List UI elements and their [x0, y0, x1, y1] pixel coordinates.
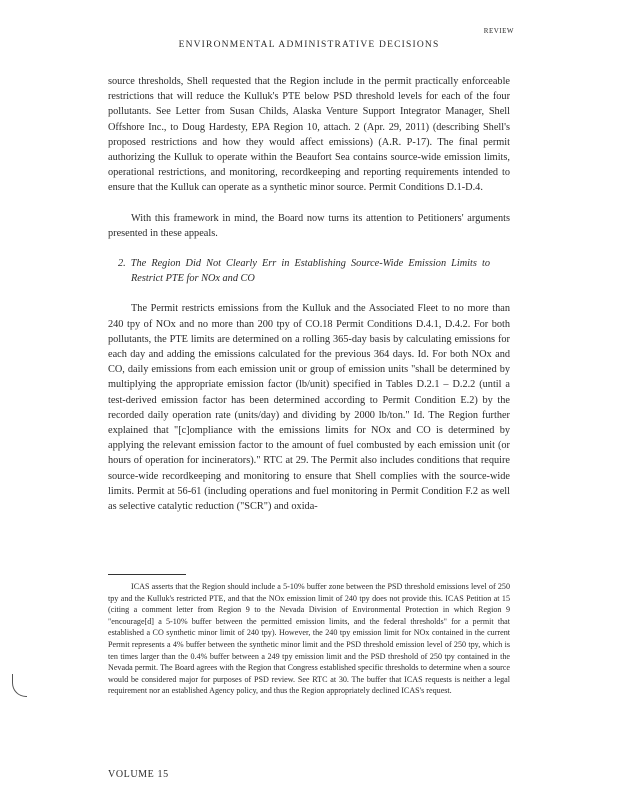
footnote — [108, 581, 510, 697]
page-number: REVIEW — [483, 27, 514, 35]
paragraph-2: With this framework in mind, the Board now turns its attention to Petitioners' arguments presented in these appeals. — [108, 212, 510, 239]
running-head: ENVIRONMENTAL ADMINISTRATIVE DECISIONS — [178, 40, 440, 50]
section-heading: 2. The Region Did Not Clearly Err in Establishing Source-Wide Emission Limits to Restrict PTE for NOx and CO — [118, 258, 490, 285]
margin-bracket-mark — [12, 674, 27, 697]
main-text — [108, 74, 510, 514]
footnote-text: ICAS asserts that the Region should include a 5-10% buffer zone between the PSD threshold emissions level of 250 tpy and the Kulluk's restricted PTE, and that the NOx emission limit of 240 tpy does not provide this. ICAS Petition at 15 (citing a comment letter from Region 9 to the Nevada Division of Environmental Protection in which Region 9 "encourage[d] a 5-10% buffer between the permitted emission limits, and the federal thresholds" for a permit that established a CO synthetic minor limit of 240 tpy). However, the 240 tpy emission limit for NOx contained in the current Permit represents a 4% buffer between the synthetic minor limit and the PSD threshold emission level of 250 tpy, which is ten times larger than the 0.4% buffer between a 249 tpy emission limit and the PSD threshold of 250 tpy contained in the Nevada permit. The Board agrees with the Region that Congress established specific thresholds to determine when a source would be considered major for purposes of PSD review. See RTC at 30. The buffer that ICAS requests is neither a legal requirement nor an established Agency policy, and thus the Region appropriately declined ICAS's request. — [108, 582, 510, 696]
footnote-rule — [108, 574, 186, 575]
paragraph-3: The Permit restricts emissions from the Kulluk and the Associated Fleet to no more than 240 tpy of NOx and no more than 200 tpy of CO.18 Permit Conditions D.4.1, D.4.2. For both pollutants, the PTE limits are determined on a rolling 365-day basis by calculating emissions for each day and adding the emissions calculated for the previous 364 days. Id. For both NOx and CO, daily emissions from each emission unit or group of emission units "shall be determined by multiplying the appropriate emission factor (lb/unit) specified in Tables D.2.1 – D.2.2 (until a test-derived emission factor has been determined according to Permit Condition E.2) by the recorded daily operation rate (units/day) and dividing by 2000 lb/ton." Id. The Region further explained that "[c]ompliance with the emissions limits for NOx and CO is determined by applying the relevant emission factor to the amount of fuel combusted by each emission unit (or hours of operation for incinerators)." RTC at 29. The Permit also includes conditions that require source-wide recordkeeping and monitoring to ensure that Shell complies with the source-wide limits. Permit at 56-61 (including operations and fuel monitoring in Permit Condition F.2 as well as selective catalytic reduction ("SCR") and oxida- — [108, 303, 510, 513]
footer-volume: VOLUME 15 — [108, 769, 169, 780]
paragraph-1: source thresholds, Shell requested that the Region include in the permit practically enforceable restrictions that will reduce the Kulluk's PTE below PSD threshold levels for each of the four pollutants. See Letter from Susan Childs, Alaska Venture Support Integrator Manager, Shell Offshore Inc., to Doug Hardesty, EPA Region 10, attach. 2 (Apr. 29, 2011) (describing Shell's proposed restrictions and how they would affect emissions) (A.R. P-17). The final permit authorizing the Kulluk to operate within the Beaufort Sea contains source-wide emission limits, operational restrictions, and monitoring, recordkeeping and reporting requirements intended to ensure that the Kulluk can operate as a synthetic minor source. Permit Conditions D.1-D.4. — [108, 76, 510, 194]
